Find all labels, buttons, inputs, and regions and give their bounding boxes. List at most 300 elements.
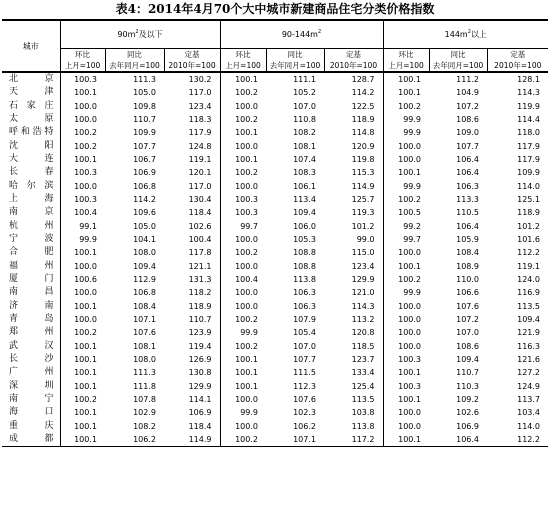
index-value: 106.9	[188, 408, 212, 418]
index-value: 117.8	[188, 248, 212, 258]
index-value: 120.9	[351, 141, 375, 151]
subheader-mom: 环比	[60, 49, 105, 61]
index-value: 118.5	[351, 341, 375, 351]
index-value: 99.0	[356, 235, 375, 245]
index-value: 100.0	[220, 286, 266, 299]
index-value: 100.3	[60, 166, 105, 179]
index-value: 111.8	[133, 381, 156, 391]
index-value: 120.1	[188, 168, 212, 178]
index-value: 118.2	[188, 288, 212, 298]
index-value: 107.7	[293, 355, 316, 365]
index-value: 125.1	[517, 195, 541, 205]
index-value: 106.8	[133, 288, 156, 298]
subheader-yoy-basis: 去年同月=100	[105, 60, 164, 72]
city-name: 哈尔滨	[9, 180, 54, 191]
index-value: 108.1	[133, 341, 156, 351]
index-value: 113.3	[456, 195, 480, 205]
index-value: 100.0	[220, 420, 266, 433]
city-name: 海口	[9, 407, 54, 418]
table-row	[2, 206, 548, 219]
index-value: 100.2	[220, 246, 266, 259]
index-value: 100.2	[383, 273, 429, 286]
index-value: 100.0	[220, 140, 266, 153]
index-value: 100.0	[383, 340, 429, 353]
index-value: 106.0	[293, 221, 316, 231]
index-value: 100.0	[220, 300, 266, 313]
index-value: 107.7	[133, 141, 156, 151]
index-value: 105.3	[293, 235, 316, 245]
index-value: 103.4	[517, 408, 541, 418]
index-value: 123.4	[351, 261, 375, 271]
table-row	[2, 406, 548, 419]
index-value: 113.5	[517, 301, 541, 311]
index-value: 100.1	[60, 420, 105, 433]
city-name: 郑州	[9, 327, 54, 338]
index-value: 112.9	[133, 275, 156, 285]
index-value: 133.4	[351, 368, 375, 378]
index-value: 106.8	[133, 181, 156, 191]
index-value: 110.5	[456, 208, 480, 218]
index-value: 124.0	[517, 275, 541, 285]
city-name: 长春	[9, 167, 54, 178]
index-value: 119.4	[188, 341, 212, 351]
index-value: 107.1	[133, 315, 156, 325]
index-value: 126.9	[188, 355, 212, 365]
index-value: 100.2	[220, 113, 266, 126]
index-value: 111.2	[456, 75, 480, 85]
index-value: 99.2	[383, 220, 429, 233]
table-row	[2, 193, 548, 206]
index-value: 100.2	[60, 140, 105, 153]
index-value: 100.1	[60, 406, 105, 419]
index-value: 114.1	[188, 395, 212, 405]
index-value: 99.9	[383, 126, 429, 139]
index-value: 99.7	[383, 233, 429, 246]
index-value: 100.3	[383, 380, 429, 393]
index-value: 100.1	[60, 246, 105, 259]
index-value: 110.7	[133, 115, 156, 125]
index-value: 123.7	[351, 355, 375, 365]
index-value: 114.0	[517, 421, 541, 431]
index-value: 106.4	[456, 221, 480, 231]
index-value: 130.8	[188, 368, 212, 378]
city-name: 重庆	[9, 420, 54, 431]
subheader-mom: 环比	[383, 49, 429, 61]
table-row	[2, 86, 548, 99]
city-name: 天津	[9, 87, 54, 98]
index-value: 108.4	[133, 301, 156, 311]
index-value: 116.9	[517, 288, 541, 298]
index-value: 118.4	[188, 421, 212, 431]
table-row	[2, 313, 548, 326]
index-value: 106.7	[133, 155, 156, 165]
index-value: 109.4	[456, 355, 480, 365]
index-value: 106.3	[293, 288, 316, 298]
index-value: 100.1	[60, 300, 105, 313]
index-value: 113.8	[351, 421, 375, 431]
index-value: 108.6	[456, 341, 480, 351]
index-value: 100.0	[60, 180, 105, 193]
index-value: 100.2	[220, 340, 266, 353]
subheader-base: 定基	[487, 49, 548, 61]
group-header-medium: $90-144m^2$	[220, 20, 383, 49]
index-value: 107.8	[133, 395, 156, 405]
index-value: 100.1	[60, 366, 105, 379]
index-value: 109.4	[133, 261, 156, 271]
index-value: 107.6	[456, 301, 480, 311]
city-name: 石家庄	[9, 100, 54, 111]
city-name: 深圳	[9, 380, 54, 391]
index-value: 122.5	[351, 101, 375, 111]
index-value: 114.2	[133, 195, 156, 205]
table-row	[2, 366, 548, 379]
index-value: 119.1	[517, 261, 541, 271]
subheader-mom: 环比	[220, 49, 266, 61]
index-value: 103.8	[351, 408, 375, 418]
index-value: 100.4	[188, 235, 212, 245]
index-value: 109.4	[517, 315, 541, 325]
index-value: 128.1	[517, 75, 541, 85]
index-value: 108.9	[456, 261, 480, 271]
city-name: 上海	[9, 194, 54, 205]
index-value: 106.4	[456, 155, 480, 165]
subheader-mom-basis: 上月=100	[383, 60, 429, 72]
city-name: 济南	[9, 300, 54, 311]
index-value: 106.2	[293, 421, 316, 431]
index-value: 109.2	[456, 395, 480, 405]
index-value: 100.0	[383, 246, 429, 259]
city-name: 厦门	[9, 274, 54, 285]
index-value: 127.2	[517, 368, 541, 378]
subheader-mom-basis: 上月=100	[60, 60, 105, 72]
table-row	[2, 72, 548, 86]
index-value: 102.6	[456, 408, 480, 418]
index-value: 113.8	[293, 275, 316, 285]
index-value: 118.9	[188, 301, 212, 311]
table-title: 表4：2014年4月70个大中城市新建商品住宅分类价格指数	[115, 2, 435, 16]
index-value: 100.0	[220, 393, 266, 406]
index-value: 106.4	[429, 433, 487, 447]
index-value: 119.3	[351, 208, 375, 218]
index-value: 114.3	[517, 88, 541, 98]
index-value: 100.1	[60, 380, 105, 393]
index-value: 113.5	[351, 395, 375, 405]
city-name: 宁波	[9, 234, 54, 245]
subheader-yoy-basis: 去年同月=100	[429, 60, 487, 72]
city-name: 沈阳	[9, 140, 54, 151]
city-name: 大连	[9, 154, 54, 165]
table-row	[2, 113, 548, 126]
index-value: 128.7	[351, 75, 375, 85]
index-value: 107.2	[456, 101, 480, 111]
index-value: 114.2	[351, 88, 375, 98]
index-value: 100.0	[383, 313, 429, 326]
table-row	[2, 153, 548, 166]
index-value: 99.1	[60, 220, 105, 233]
table-row	[2, 100, 548, 113]
subheader-base-basis: 2010年=100	[487, 60, 548, 72]
table-row	[2, 326, 548, 339]
index-value: 99.9	[220, 406, 266, 419]
index-value: 100.3	[60, 193, 105, 206]
index-value: 118.9	[351, 115, 375, 125]
index-value: 111.3	[133, 75, 156, 85]
index-value: 107.6	[293, 395, 316, 405]
table-row	[2, 166, 548, 179]
index-value: 106.3	[456, 181, 480, 191]
index-value: 100.2	[383, 193, 429, 206]
index-value: 121.6	[517, 355, 541, 365]
index-value: 100.1	[220, 366, 266, 379]
index-value: 113.7	[517, 395, 541, 405]
index-value: 100.1	[383, 393, 429, 406]
index-value: 111.3	[133, 368, 156, 378]
index-value: 107.0	[293, 101, 316, 111]
index-value: 114.8	[351, 128, 375, 138]
index-value: 108.0	[133, 355, 156, 365]
index-value: 100.3	[60, 72, 105, 86]
index-value: 100.1	[383, 260, 429, 273]
index-value: 100.0	[60, 286, 105, 299]
index-value: 118.4	[188, 208, 212, 218]
index-value: 123.9	[188, 328, 212, 338]
index-value: 115.0	[351, 248, 375, 258]
index-value: 106.3	[293, 301, 316, 311]
city-name: 合肥	[9, 247, 54, 258]
index-value: 100.0	[383, 300, 429, 313]
index-value: 107.6	[133, 328, 156, 338]
table-row	[2, 393, 548, 406]
table-row	[2, 140, 548, 153]
index-value: 117.9	[517, 141, 541, 151]
subheader-mom-basis: 上月=100	[220, 60, 266, 72]
index-value: 106.4	[456, 168, 480, 178]
index-value: 113.2	[351, 315, 375, 325]
index-value: 123.4	[188, 101, 212, 111]
index-value: 124.9	[517, 381, 541, 391]
index-value: 100.3	[220, 193, 266, 206]
index-value: 121.9	[517, 328, 541, 338]
index-value: 107.2	[456, 315, 480, 325]
index-value: 108.2	[133, 421, 156, 431]
index-value: 100.0	[60, 260, 105, 273]
table-row	[2, 126, 548, 139]
index-value: 100.1	[220, 353, 266, 366]
index-value: 111.1	[293, 75, 316, 85]
index-value: 100.4	[220, 273, 266, 286]
index-value: 100.0	[383, 420, 429, 433]
index-value: 117.0	[188, 181, 212, 191]
index-value: 107.0	[293, 341, 316, 351]
index-value: 131.3	[188, 275, 212, 285]
index-value: 108.3	[293, 168, 316, 178]
index-value: 100.0	[220, 100, 266, 113]
index-value: 119.9	[517, 101, 541, 111]
index-value: 114.4	[517, 115, 541, 125]
index-value: 100.1	[220, 380, 266, 393]
index-value: 99.9	[383, 286, 429, 299]
index-value: 111.5	[293, 368, 316, 378]
subheader-base-basis: 2010年=100	[324, 60, 383, 72]
index-value: 100.1	[60, 340, 105, 353]
index-value: 110.7	[456, 368, 480, 378]
city-name: 北京	[9, 74, 54, 85]
subheader-base-basis: 2010年=100	[164, 60, 220, 72]
index-value: 104.1	[133, 235, 156, 245]
index-value: 100.1	[383, 366, 429, 379]
table-row	[2, 180, 548, 193]
index-value: 105.0	[133, 88, 156, 98]
index-value: 124.8	[188, 141, 212, 151]
index-value: 118.9	[517, 208, 541, 218]
city-name: 南宁	[9, 394, 54, 405]
index-value: 113.4	[293, 195, 316, 205]
index-value: 108.2	[293, 128, 316, 138]
table-row	[2, 260, 548, 273]
table-row	[2, 340, 548, 353]
index-value: 106.2	[105, 433, 164, 447]
index-value: 100.0	[60, 313, 105, 326]
index-value: 100.2	[220, 166, 266, 179]
city-name: 杭州	[9, 220, 54, 231]
index-value: 100.1	[60, 433, 105, 447]
group-header-large: $144m^2$以上	[383, 20, 548, 49]
table-row	[2, 300, 548, 313]
city-name: 福州	[9, 260, 54, 271]
index-value: 100.0	[383, 326, 429, 339]
index-value: 107.1	[266, 433, 324, 447]
index-value: 100.1	[60, 153, 105, 166]
index-value: 100.1	[383, 86, 429, 99]
table-row	[2, 380, 548, 393]
index-value: 129.9	[188, 381, 212, 391]
index-value: 99.9	[383, 113, 429, 126]
index-value: 110.0	[456, 275, 480, 285]
city-name: 广州	[9, 367, 54, 378]
index-value: 100.2	[60, 126, 105, 139]
index-value: 108.8	[293, 261, 316, 271]
index-value: 100.4	[60, 206, 105, 219]
city-name: 青岛	[9, 314, 54, 325]
subheader-yoy: 同比	[429, 49, 487, 61]
index-value: 106.9	[133, 168, 156, 178]
index-value: 100.2	[383, 100, 429, 113]
index-value: 109.0	[456, 128, 480, 138]
index-value: 100.1	[383, 166, 429, 179]
city-name: 呼和浩特	[9, 127, 54, 138]
index-value: 118.3	[188, 115, 212, 125]
city-name: 南京	[9, 207, 54, 218]
city-name: 太原	[9, 114, 54, 125]
index-value: 105.0	[133, 221, 156, 231]
index-value: 108.0	[133, 248, 156, 258]
city-name: 长沙	[9, 354, 54, 365]
index-value: 101.6	[517, 235, 541, 245]
table-row	[2, 273, 548, 286]
index-value: 114.3	[351, 301, 375, 311]
index-value: 100.0	[220, 233, 266, 246]
index-value: 100.6	[60, 273, 105, 286]
index-value: 108.8	[293, 248, 316, 258]
index-value: 99.9	[60, 233, 105, 246]
index-value: 129.9	[351, 275, 375, 285]
index-value: 102.9	[133, 408, 156, 418]
index-value: 100.5	[383, 206, 429, 219]
index-value: 100.0	[220, 260, 266, 273]
index-value: 102.6	[188, 221, 212, 231]
table-row	[2, 220, 548, 233]
index-value: 106.1	[293, 181, 316, 191]
index-value: 109.6	[133, 208, 156, 218]
index-value: 115.3	[351, 168, 375, 178]
index-value: 100.0	[383, 140, 429, 153]
index-value: 110.7	[188, 315, 212, 325]
index-value: 99.9	[383, 180, 429, 193]
subheader-yoy: 同比	[105, 49, 164, 61]
index-value: 100.2	[220, 433, 266, 447]
index-value: 100.0	[383, 406, 429, 419]
index-value: 125.4	[351, 381, 375, 391]
index-value: 100.0	[60, 113, 105, 126]
city-name: 南昌	[9, 287, 54, 298]
subheader-base: 定基	[164, 49, 220, 61]
index-value: 114.9	[351, 181, 375, 191]
subheader-base: 定基	[324, 49, 383, 61]
table-row	[2, 433, 548, 447]
index-value: 100.1	[220, 126, 266, 139]
price-index-table	[2, 19, 548, 447]
index-value: 100.2	[220, 313, 266, 326]
index-value: 110.8	[293, 115, 316, 125]
table-row	[2, 246, 548, 259]
index-value: 114.0	[517, 181, 541, 191]
table-row	[2, 353, 548, 366]
index-value: 101.2	[517, 221, 541, 231]
index-value: 105.2	[293, 88, 316, 98]
index-value: 100.1	[60, 86, 105, 99]
index-value: 116.3	[517, 341, 541, 351]
index-value: 100.0	[383, 153, 429, 166]
index-value: 105.9	[456, 235, 480, 245]
index-value: 119.8	[351, 155, 375, 165]
index-value: 107.4	[293, 155, 316, 165]
index-value: 118.0	[517, 128, 541, 138]
index-value: 106.9	[456, 421, 480, 431]
index-value: 105.4	[293, 328, 316, 338]
index-value: 104.9	[456, 88, 480, 98]
index-value: 114.9	[164, 433, 220, 447]
index-value: 99.7	[220, 220, 266, 233]
index-value: 100.1	[220, 72, 266, 86]
index-value: 109.9	[517, 168, 541, 178]
index-value: 110.3	[456, 381, 480, 391]
index-value: 117.9	[517, 155, 541, 165]
index-value: 106.6	[456, 288, 480, 298]
index-value: 107.9	[293, 315, 316, 325]
index-value: 117.0	[188, 88, 212, 98]
table-row	[2, 286, 548, 299]
table-row	[2, 420, 548, 433]
index-value: 119.1	[188, 155, 212, 165]
subheader-yoy: 同比	[266, 49, 324, 61]
index-value: 125.7	[351, 195, 375, 205]
index-value: 112.3	[293, 381, 316, 391]
index-value: 101.2	[351, 221, 375, 231]
index-value: 99.9	[220, 326, 266, 339]
subheader-yoy-basis: 去年同月=100	[266, 60, 324, 72]
index-value: 107.7	[456, 141, 480, 151]
index-value: 117.2	[324, 433, 383, 447]
